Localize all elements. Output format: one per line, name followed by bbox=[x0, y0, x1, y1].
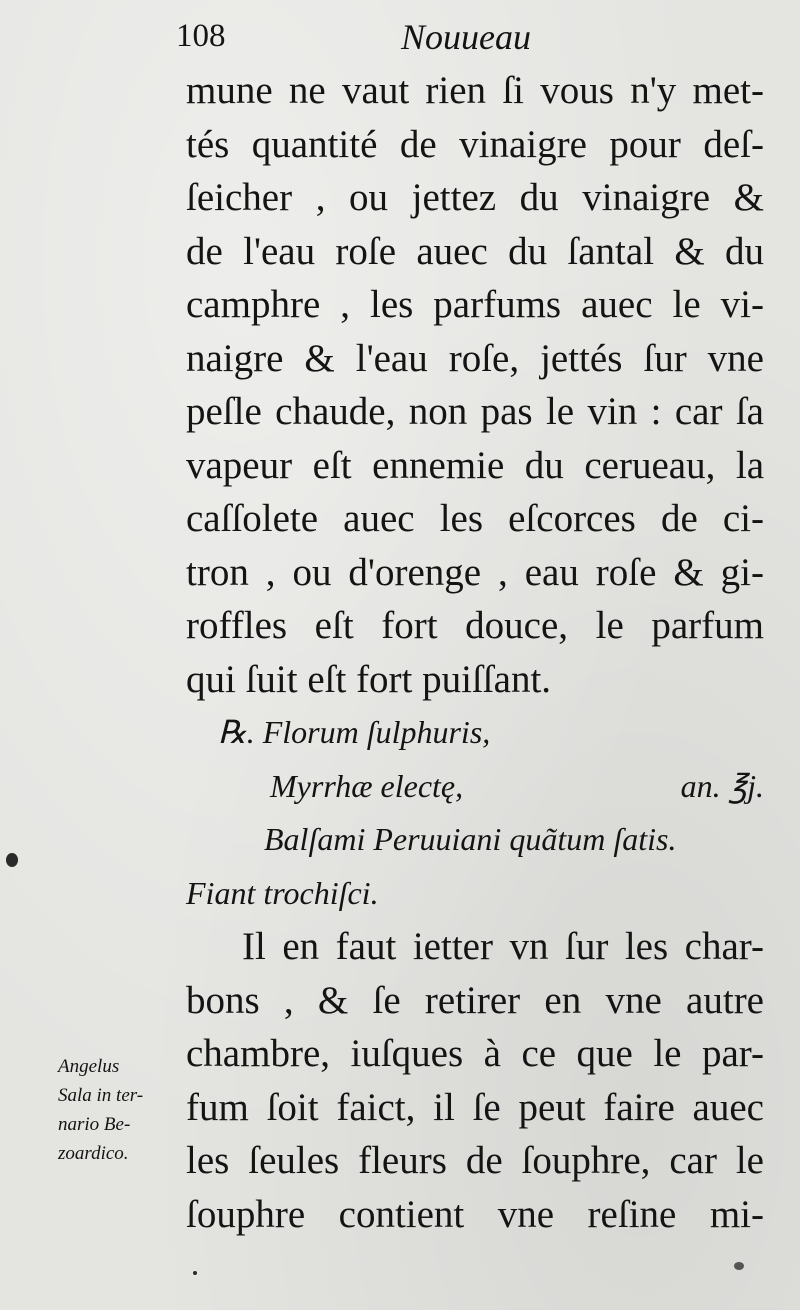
text-line: peſle chaude, non pas le vin : car ſa bbox=[186, 390, 764, 433]
text-line: ſeicher , ou jettez du vinaigre & bbox=[186, 176, 764, 219]
text-line: chambre, iuſques à ce que le par- bbox=[186, 1032, 764, 1075]
text-line: mune ne vaut rien ſi vous n'y met- bbox=[186, 69, 764, 112]
margin-note bbox=[58, 1052, 178, 1168]
margin-note-line: Angelus bbox=[58, 1056, 120, 1077]
text-line: vapeur eſt ennemie du cerueau, la bbox=[186, 443, 764, 487]
text-line: ſouphre contient vne reſine mi- bbox=[186, 1192, 764, 1236]
text-line: naigre & l'eau roſe, jettés ſur vne bbox=[186, 336, 764, 380]
ink-speck bbox=[734, 1262, 744, 1270]
ink-speck bbox=[6, 853, 18, 867]
text-line: les ſeules fleurs de ſouphre, car le bbox=[186, 1139, 764, 1182]
recipe-line: ℞. Florum ſulphuris, bbox=[218, 714, 491, 750]
ingredient-name: Myrrhæ electę, bbox=[270, 767, 464, 804]
text-line: camphre , les parfums auec le vi- bbox=[186, 283, 764, 326]
recipe-line: Balſami Peruuiani quãtum ſatis. bbox=[264, 821, 677, 857]
recipe-ingredient bbox=[186, 760, 764, 814]
margin-note-line: Sala in ter- bbox=[58, 1085, 144, 1106]
page-number: 108 bbox=[176, 18, 226, 54]
running-head: Nouueau bbox=[401, 17, 531, 57]
text-line: roffles eſt fort douce, le parfum bbox=[186, 604, 764, 647]
text-line: tés quantité de vinaigre pour deſ- bbox=[186, 122, 764, 166]
page-header bbox=[176, 12, 756, 64]
text-line: caſſolete auec les eſcorces de ci- bbox=[186, 497, 764, 540]
text-line: qui ſuit eſt fort puiſſant. bbox=[186, 657, 552, 701]
text-line: bons , & ſe retirer en vne autre bbox=[186, 978, 764, 1022]
ingredient-quantity: an. ℥j. bbox=[680, 767, 764, 804]
text-line: Il en faut ietter vn ſur les char- bbox=[242, 925, 764, 968]
recipe-line: Fiant trochiſci. bbox=[186, 874, 379, 911]
recipe-block bbox=[186, 706, 764, 920]
text-line: de l'eau roſe auec du ſantal & du bbox=[186, 229, 764, 273]
text-line: fum ſoit faict, il ſe peut faire auec bbox=[186, 1085, 764, 1129]
text-line: tron , ou d'orenge , eau roſe & gi- bbox=[186, 550, 764, 594]
margin-note-line: nario Be- bbox=[58, 1114, 131, 1135]
margin-note-line: zoardico. bbox=[58, 1143, 129, 1164]
body-text bbox=[186, 64, 764, 1241]
ink-speck bbox=[193, 1271, 197, 1275]
